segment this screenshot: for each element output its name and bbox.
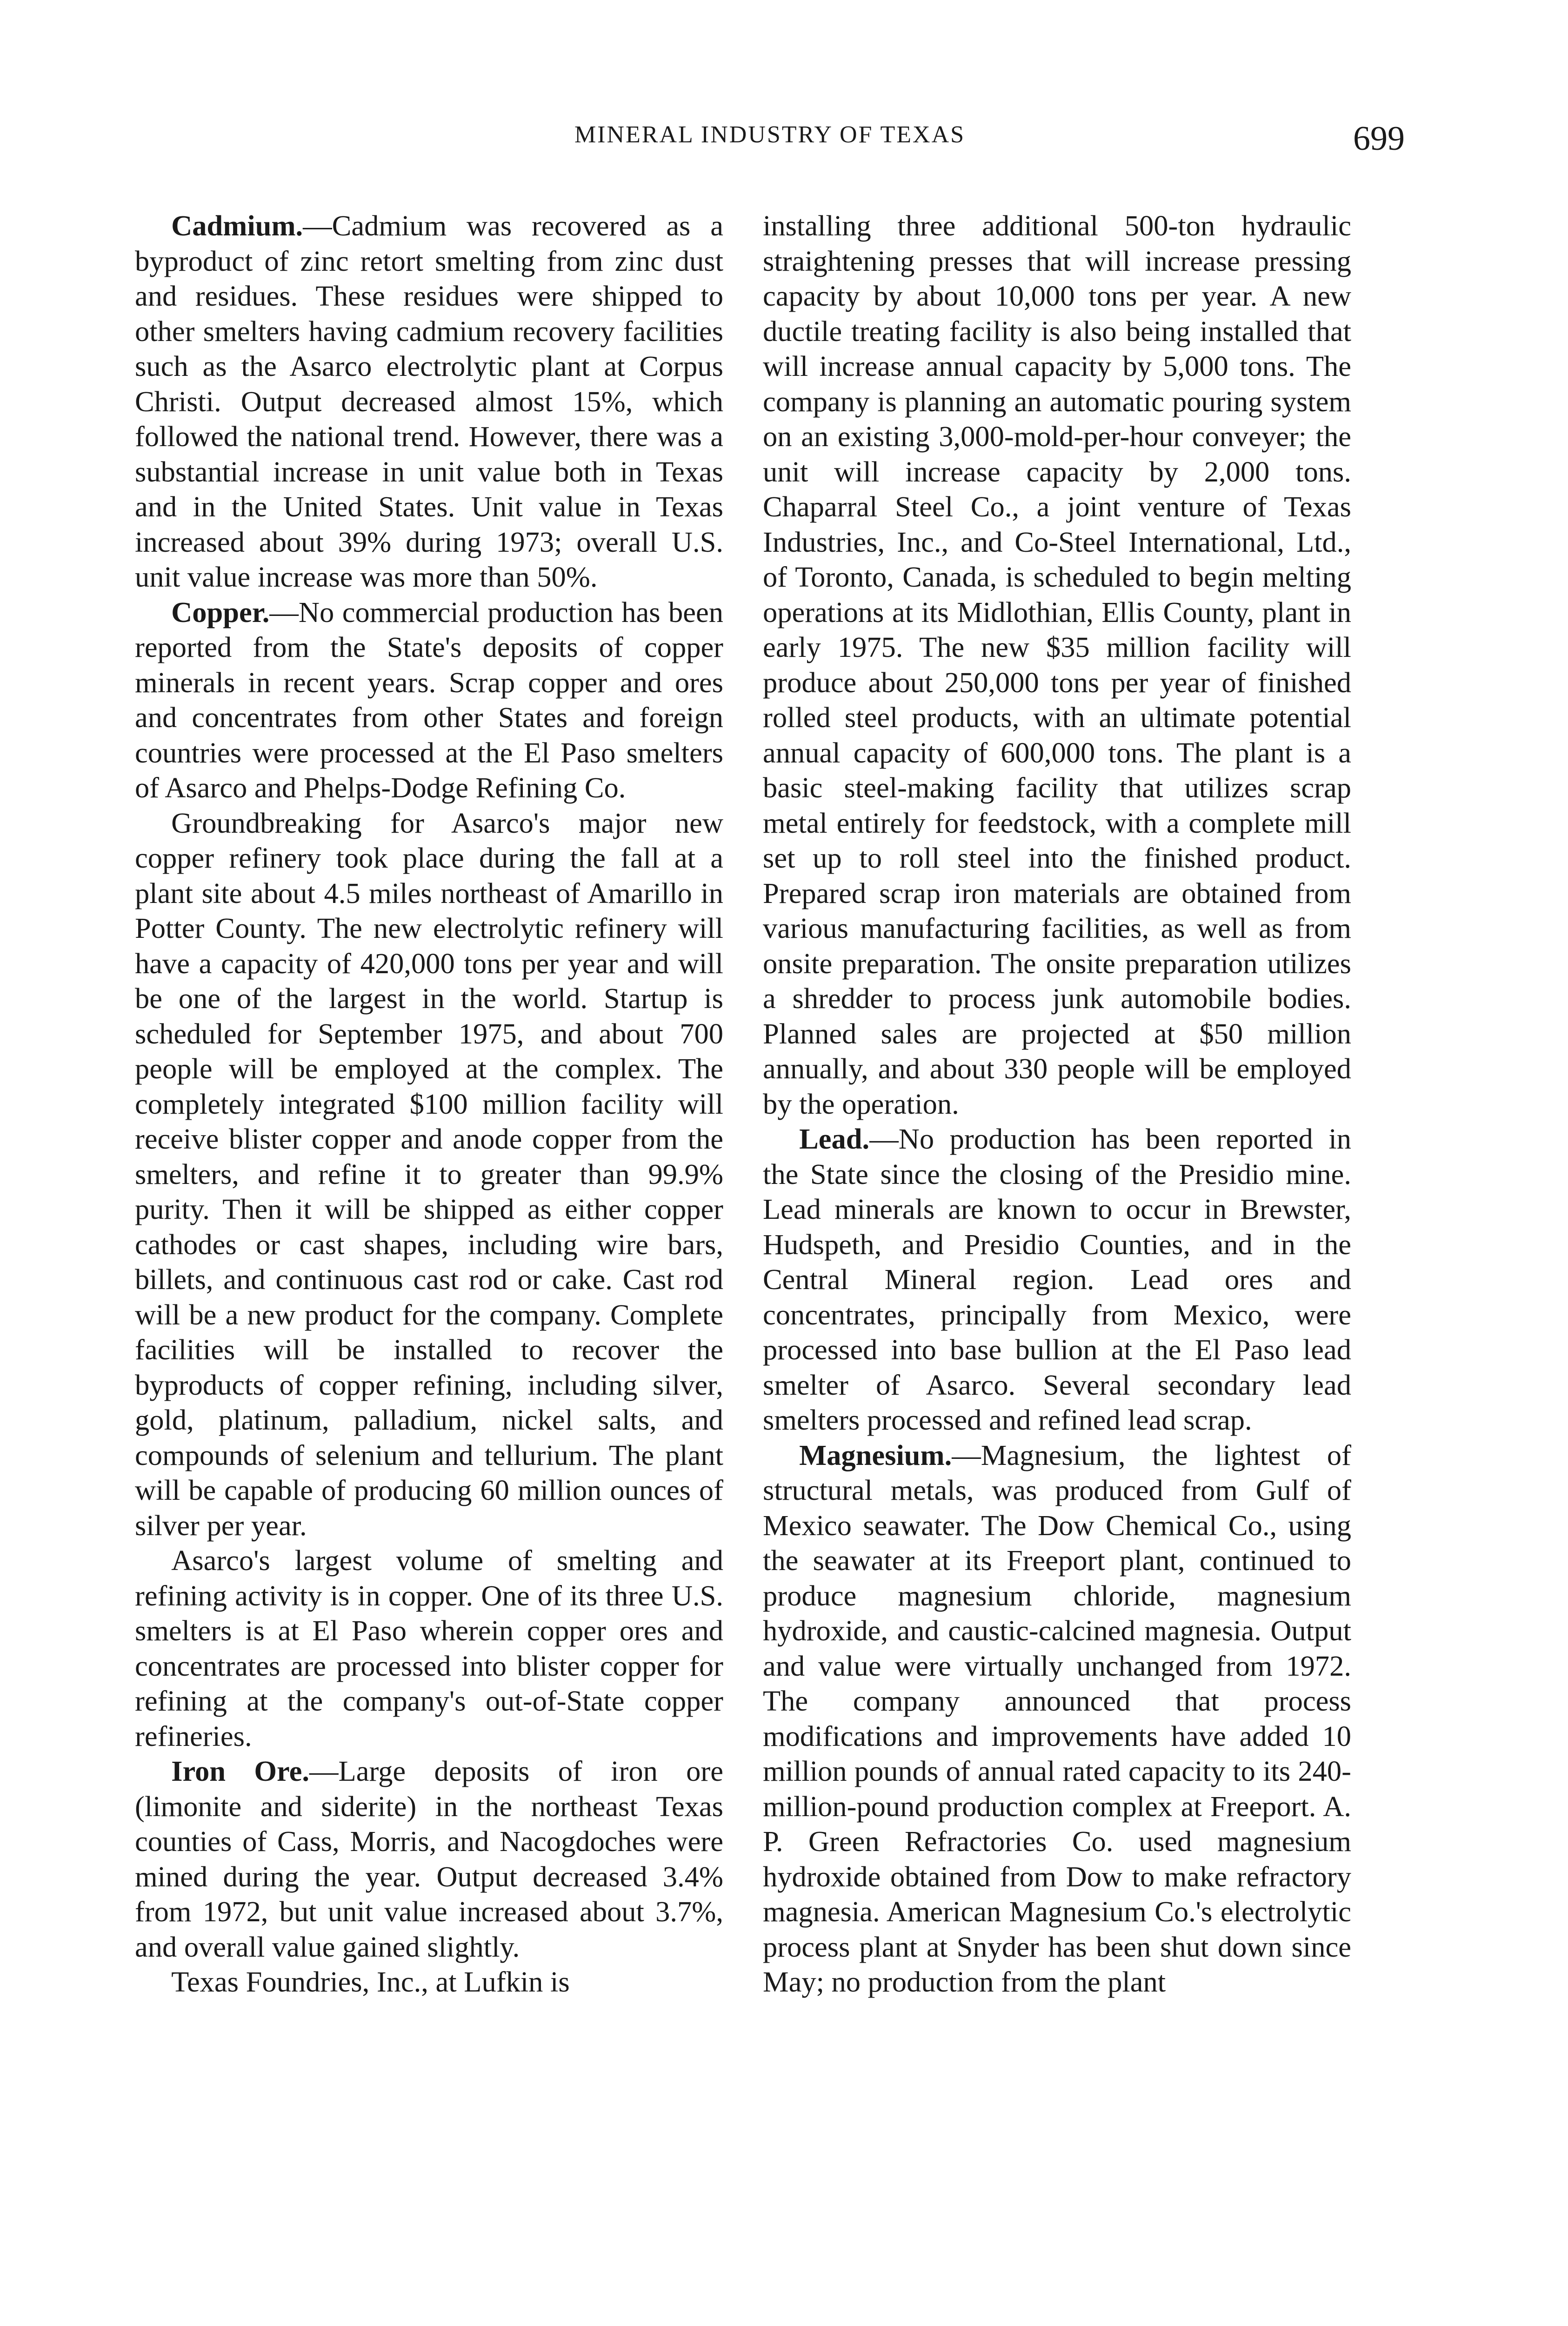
cadmium-heading: Cadmium. <box>171 209 303 242</box>
lead-heading: Lead. <box>799 1123 870 1155</box>
left-column <box>135 208 723 2000</box>
copper-text: —No commercial production has been reported from the State's deposits of copper minerals in recent years. Scrap copper and ores and concentrates from other States and foreign countries were processed at the El Paso smelters of Asarco and Phelps-Dodge Refining Co. <box>135 595 723 804</box>
asarco-smelting-paragraph: Asarco's largest volume of smelting and refining activity is in copper. One of its three U.S. smelters is at El Paso wherein copper ores and concentrates are processed into blister copper for refining at the company's out-of-State copper refineries. <box>135 1544 723 1752</box>
page-header <box>135 116 1405 167</box>
iron-ore-heading: Iron Ore. <box>171 1755 310 1787</box>
right-column <box>763 208 1351 2000</box>
cadmium-paragraph <box>135 208 723 595</box>
running-head: MINERAL INDUSTRY OF TEXAS <box>574 121 966 148</box>
magnesium-text: —Magnesium, the lightest of structural metals, was produced from Gulf of Mexico seawater. The Dow Chemical Co., using the seawater at its Freeport plant, continued to produce magnesium chloride, magnesium hydroxide, and caustic-calcined magnesia. Output and value were virtually unchanged from 1972. The company announced that process modifications and improvements have added 10 million pounds of annual rated capacity to its 240-million-pound production complex at Freeport. A. P. Green Refractories Co. used magnesium hydroxide obtained from Dow to make refractory magnesia. American Magnesium Co.'s electrolytic process plant at Snyder has been shut down since May; no production from the plant <box>763 1438 1351 1998</box>
magnesium-heading: Magnesium. <box>799 1438 952 1471</box>
copper-refinery-paragraph: Groundbreaking for Asarco's major new copper refinery took place during the fall at a plant site about 4.5 miles northeast of Amarillo in Potter County. The new electrolytic refinery will have a capacity of 420,000 tons per year and will be one of the largest in the world. Startup is scheduled for September 1975, and about 700 people will be employed at the complex. The completely integrated $100 million facility will receive blister copper and anode copper from the smelters, and refine it to greater than 99.9% purity. Then it will be shipped as either copper cathodes or cast shapes, including wire bars, billets, and continuous cast rod or cake. Cast rod will be a new product for the company. Complete facilities will be installed to recover the byproducts of copper refining, including silver, gold, platinum, palladium, nickel salts, and compounds of selenium and tellurium. The plant will be capable of producing 60 million ounces of silver per year. <box>135 806 723 1542</box>
lead-text: —No production has been reported in the State since the closing of the Presidio mine. Lead minerals are known to occur in Brewster, Hudspeth, and Presidio Counties, and in the Central Mineral region. Lead ores and concentrates, principally from Mexico, were processed into base bullion at the El Paso lead smelter of Asarco. Several secondary lead smelters processed and refined lead scrap. <box>763 1123 1351 1436</box>
copper-paragraph <box>135 595 723 806</box>
foundries-continued-paragraph: installing three additional 500-ton hydraulic straightening presses that will increase pressing capacity by about 10,000 tons per year. A new ductile treating facility is also being installed that will increase annual capacity by 5,000 tons. The company is planning an automatic pouring system on an existing 3,000-mold-per-hour conveyer; the unit will increase capacity by 2,000 tons. Chaparral Steel Co., a joint venture of Texas Industries, Inc., and Co-Steel International, Ltd., of Toronto, Canada, is scheduled to begin melting operations at its Midlothian, Ellis County, plant in early 1975. The new $35 million facility will produce about 250,000 tons per year of finished rolled steel products, with an ultimate potential annual capacity of 600,000 tons. The plant is a basic steel-making facility that utilizes scrap metal entirely for feedstock, with a complete mill set up to roll steel into the finished product. Prepared scrap iron materials are obtained from various manufacturing facilities, as well as from onsite preparation. The onsite preparation utilizes a shredder to process junk automobile bodies. Planned sales are projected at $50 million annually, and about 330 people will be employed by the operation. <box>763 209 1351 1120</box>
texas-foundries-paragraph: Texas Foundries, Inc., at Lufkin is <box>171 1965 570 1998</box>
page-number: 699 <box>1353 120 1405 158</box>
magnesium-paragraph <box>763 1438 1351 2000</box>
iron-ore-paragraph <box>135 1754 723 1965</box>
cadmium-text: —Cadmium was recovered as a byproduct of zinc retort smelting from zinc dust and residues. These residues were shipped to other smelters having cadmium recovery facilities such as the Asarco electrolytic plant at Corpus Christi. Output decreased almost 15%, which followed the national trend. However, there was a substantial increase in unit value both in Texas and in the United States. Unit value in Texas increased about 39% during 1973; overall U.S. unit value increase was more than 50%. <box>135 209 723 593</box>
lead-paragraph <box>763 1122 1351 1438</box>
copper-heading: Copper. <box>171 595 270 628</box>
iron-ore-text: —Large deposits of iron ore (limonite and siderite) in the northeast Texas counties of Cass, Morris, and Nacogdoches were mined during the year. Output decreased 3.4% from 1972, but unit value increased about 3.7%, and overall value gained slightly. <box>135 1755 723 1963</box>
